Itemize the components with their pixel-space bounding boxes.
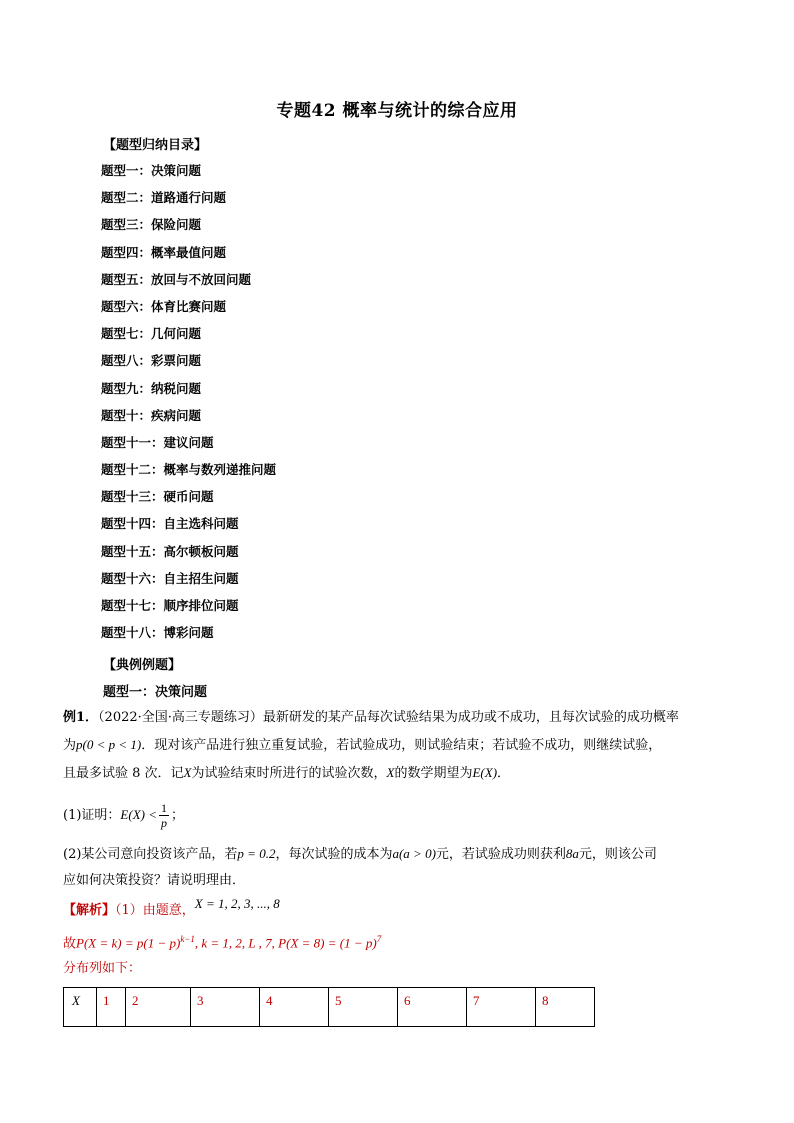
toc-item: 题型八：彩票问题: [101, 353, 202, 369]
toc-heading: 【题型归纳目录】: [103, 138, 208, 153]
example-line-3: [63, 764, 733, 783]
question-2-line-2: 应如何决策投资？请说明理由．: [63, 873, 246, 888]
q1-lhs: E(X) <: [120, 807, 157, 822]
pmf-formula: P(X = k) = p(1 − p): [76, 935, 181, 951]
table-header-x: X: [64, 988, 97, 1027]
table-cell: 4: [260, 988, 329, 1027]
example-text-3b: 为试验结束时所进行的试验次数，: [191, 766, 387, 781]
q2-gain: 8a: [565, 846, 579, 861]
toc-item: 题型一：决策问题: [101, 163, 202, 178]
solution-line-2: [63, 930, 733, 953]
table-cell: 8: [536, 988, 595, 1027]
fraction-one-over-p: [159, 801, 169, 830]
table-cell: 6: [398, 988, 467, 1027]
toc-item: 题型十四：自主选科问题: [101, 516, 239, 532]
var-x-2: X: [386, 765, 395, 780]
distribution-label: 分布列如下：: [63, 961, 142, 976]
toc-item: 题型十五：高尔顿板问题: [101, 543, 239, 559]
toc-item: 题型十八：博彩问题: [101, 625, 214, 641]
toc-item: 题型七：几何问题: [101, 326, 202, 342]
q2-text-b: ，每次试验的成本为: [275, 847, 393, 862]
table-cell: 5: [329, 988, 398, 1027]
toc-list: [101, 162, 276, 651]
example-text-3a: 且最多试验 8 次．记: [63, 766, 184, 781]
example-text-3d: ．: [497, 766, 511, 781]
toc-item: 题型十一：建议问题: [101, 434, 214, 450]
table-cell: 3: [191, 988, 260, 1027]
q1-prefix: (1)证明：: [63, 808, 121, 823]
toc-item: 题型六：体育比赛问题: [101, 298, 227, 314]
solution-line-1: [63, 896, 733, 920]
x-values: X = 1, 2, 3, ..., 8: [194, 896, 280, 911]
q2-text-d: 元，则该公司: [578, 847, 657, 862]
question-1: [63, 800, 733, 831]
example-text-3c: 的数学期望为: [394, 766, 473, 781]
section-heading: 题型一：决策问题: [103, 685, 208, 700]
table-row: [64, 988, 595, 1027]
toc-item: 题型十二：概率与数列递推问题: [101, 462, 277, 478]
toc-item: 题型五：放回与不放回问题: [101, 271, 252, 287]
fraction-denominator: p: [160, 816, 167, 830]
q2-text-a: (2)某公司意向投资该产品，若: [63, 847, 238, 862]
toc-item: 题型九：纳税问题: [101, 380, 202, 396]
pmf-exponent-2: 7: [376, 934, 382, 944]
expectation-ex: E(X): [472, 765, 498, 780]
example-text-2b: ．现对该产品进行独立重复试验，若试验成功，则试验结束；若试验不成功，则继续试验，: [141, 738, 662, 753]
question-2-line-1: [63, 845, 733, 864]
q1-end: ；: [170, 808, 184, 823]
example-label: 例1．: [63, 710, 99, 725]
solution-part1: （1）由题意，: [115, 903, 195, 918]
example-text-2a: 为: [63, 738, 77, 753]
page-title: 专题42 概率与统计的综合应用: [276, 101, 518, 121]
q2-p-value: p = 0.2: [237, 846, 276, 861]
distribution-table: [63, 987, 595, 1027]
solution-label: 【解析】: [63, 903, 116, 918]
toc-item: 题型十三：硬币问题: [101, 489, 214, 505]
q2-cost: a(a > 0): [392, 846, 436, 861]
example-source: （2022·全国·高三专题练习）: [98, 710, 263, 725]
example-line-1: [63, 709, 733, 727]
example-text-1: 最新研发的某产品每次试验结果为成功或不成功，且每次试验的成功概率: [262, 710, 679, 725]
toc-item: 题型四：概率最值问题: [101, 244, 227, 260]
example-line-2: [63, 736, 733, 755]
table-cell: 1: [97, 988, 126, 1027]
var-x: X: [183, 765, 192, 780]
table-cell: 2: [126, 988, 191, 1027]
pmf-formula-mid: , k = 1, 2, L , 7, P(X = 8) = (1 − p): [194, 935, 377, 951]
toc-item: 题型十七：顺序排位问题: [101, 598, 239, 613]
toc-item: 题型三：保险问题: [101, 217, 202, 233]
toc-item: 题型十：疾病问题: [101, 407, 202, 423]
examples-heading: 【典例例题】: [103, 658, 182, 673]
fraction-numerator: 1: [160, 801, 167, 815]
solution-prefix: 故: [63, 936, 77, 952]
q2-text-c: 元，若试验成功则获利: [435, 847, 566, 862]
toc-item: 题型二：道路通行问题: [101, 190, 227, 206]
table-cell: 7: [467, 988, 536, 1027]
toc-item: 题型十六：自主招生问题: [101, 570, 239, 586]
probability-condition: p(0 < p < 1): [76, 737, 142, 752]
pmf-exponent: k−1: [180, 934, 195, 944]
